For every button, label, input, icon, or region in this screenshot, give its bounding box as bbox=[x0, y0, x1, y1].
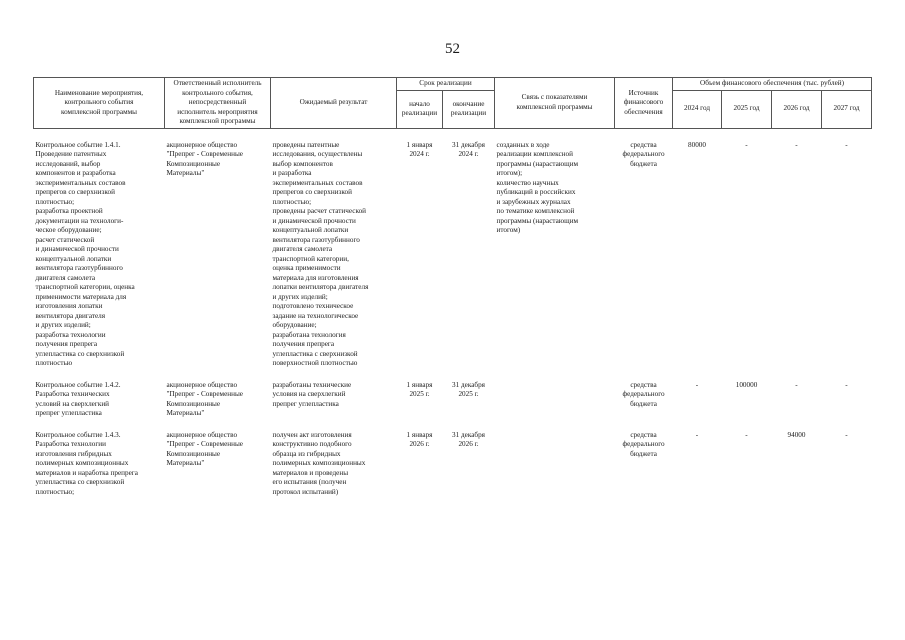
spacer bbox=[34, 369, 872, 381]
header-result: Ожидаемый результат bbox=[271, 78, 397, 129]
header-year-2026: 2026 год bbox=[772, 90, 822, 128]
cell-2026: - bbox=[795, 380, 798, 389]
header-end: окончание реализации bbox=[443, 90, 495, 128]
cell-responsible: акционерное общество "Препрег - Современные Композиционные Материалы" bbox=[166, 380, 243, 417]
header-start: начало реализации bbox=[397, 90, 443, 128]
cell-name: Контрольное событие 1.4.1. Проведение патентных исследований, выбор компонентов и разработка экспериментальных составов препрегов со сверхнизкой плотностью; разработка проектной документации на технологи- ческое оборудование; расчет статической и динамической прочности концептуальной лопатки вентилятора газотурбинного двигателя самолета транспортной категории, оценка применимости материала для изготовления лопатки вентилятора двигателя и других изделий; разработка технологии получения препрега углепластика со сверхнизкой плотностью bbox=[35, 140, 135, 367]
cell-responsible: акционерное общество "Препрег - Современные Композиционные Материалы" bbox=[166, 140, 243, 177]
cell-2026: 94000 bbox=[787, 430, 806, 439]
cell-result: получен акт изготовления конструктивно подобного образца из гибридных полимерных композиционных материалов и проведены его испытания (получен протокол испытаний) bbox=[272, 430, 366, 496]
cell-name: Контрольное событие 1.4.2. Разработка технических условий на сверхлегкий препрег углепластика bbox=[35, 380, 121, 417]
header-year-2025: 2025 год bbox=[722, 90, 772, 128]
cell-end: 31 декабря 2025 г. bbox=[452, 380, 485, 398]
cell-end: 31 декабря 2024 г. bbox=[452, 140, 485, 158]
cell-2027: - bbox=[845, 140, 848, 149]
header-volume: Объем финансового обеспечения (тыс. рублей) bbox=[673, 78, 872, 91]
cell-2027: - bbox=[845, 430, 848, 439]
cell-result: разработаны технические условия на сверхлегкий препрег углепластика bbox=[272, 380, 352, 408]
cell-2027: - bbox=[845, 380, 848, 389]
cell-2025: 100000 bbox=[735, 380, 758, 389]
spacer bbox=[34, 419, 872, 431]
cell-source: средства федерального бюджета bbox=[622, 380, 665, 408]
header-source: Источник финансового обеспечения bbox=[615, 78, 673, 129]
program-table bbox=[33, 77, 872, 497]
header-year-2024: 2024 год bbox=[673, 90, 722, 128]
cell-link bbox=[495, 381, 615, 419]
table-header bbox=[34, 78, 872, 129]
cell-source: средства федерального бюджета bbox=[622, 430, 665, 458]
cell-start: 1 января 2026 г. bbox=[406, 430, 433, 448]
cell-2024: - bbox=[695, 430, 699, 439]
cell-source: средства федерального бюджета bbox=[622, 140, 665, 168]
cell-result: проведены патентные исследования, осуществлены выбор компонентов и разработка экспериментальных составов препрегов со сверхнизкой плотностью; проведены расчет статической и динамической прочности концептуальной лопатки вентилятора газотурбинного двигателя самолета транспортной категории, оценка применимости материала для изготовления лопатки вентилятора двигателя и других изделий; подготовлено техническое задание на технологическое оборудование; разработана технология получения препрега углепластика с сверхнизкой поверхностной плотностью bbox=[272, 140, 369, 367]
cell-link: созданных в ходе реализации комплексной программы (нарастающим итогом); количество научных публикаций в российских и зарубежных журналах по тематике комплексной программы (нарастающим итогом) bbox=[496, 140, 579, 234]
cell-2026: - bbox=[795, 140, 798, 149]
header-period: Срок реализации bbox=[397, 78, 495, 91]
cell-2024: 80000 bbox=[688, 140, 706, 149]
cell-start: 1 января 2025 г. bbox=[406, 380, 433, 398]
spacer bbox=[34, 128, 872, 141]
page-number: 52 bbox=[445, 41, 460, 57]
header-year-2027: 2027 год bbox=[822, 90, 872, 128]
header-link: Связь с показателями комплексной программы bbox=[495, 78, 615, 129]
cell-end: 31 декабря 2026 г. bbox=[452, 430, 485, 448]
cell-2025: - bbox=[745, 430, 748, 439]
cell-start: 1 января 2024 г. bbox=[406, 140, 433, 158]
cell-name: Контрольное событие 1.4.3. Разработка технологии изготовления гибридных полимерных композиционных материалов и наработка препрега углепластика со сверхнизкой плотностью; bbox=[35, 430, 138, 496]
header-name: Наименование мероприятия, контрольного события комплексной программы bbox=[34, 78, 165, 129]
cell-2024: - bbox=[695, 380, 699, 389]
table-row bbox=[34, 431, 872, 498]
table-row bbox=[34, 141, 872, 369]
cell-2025: - bbox=[745, 140, 748, 149]
table-row bbox=[34, 381, 872, 419]
header-responsible: Ответственный исполнитель контрольного события, непосредственный исполнитель мероприятия комплексной программы bbox=[165, 78, 271, 129]
cell-responsible: акционерное общество "Препрег - Современные Композиционные Материалы" bbox=[166, 430, 243, 467]
cell-link bbox=[495, 431, 615, 498]
